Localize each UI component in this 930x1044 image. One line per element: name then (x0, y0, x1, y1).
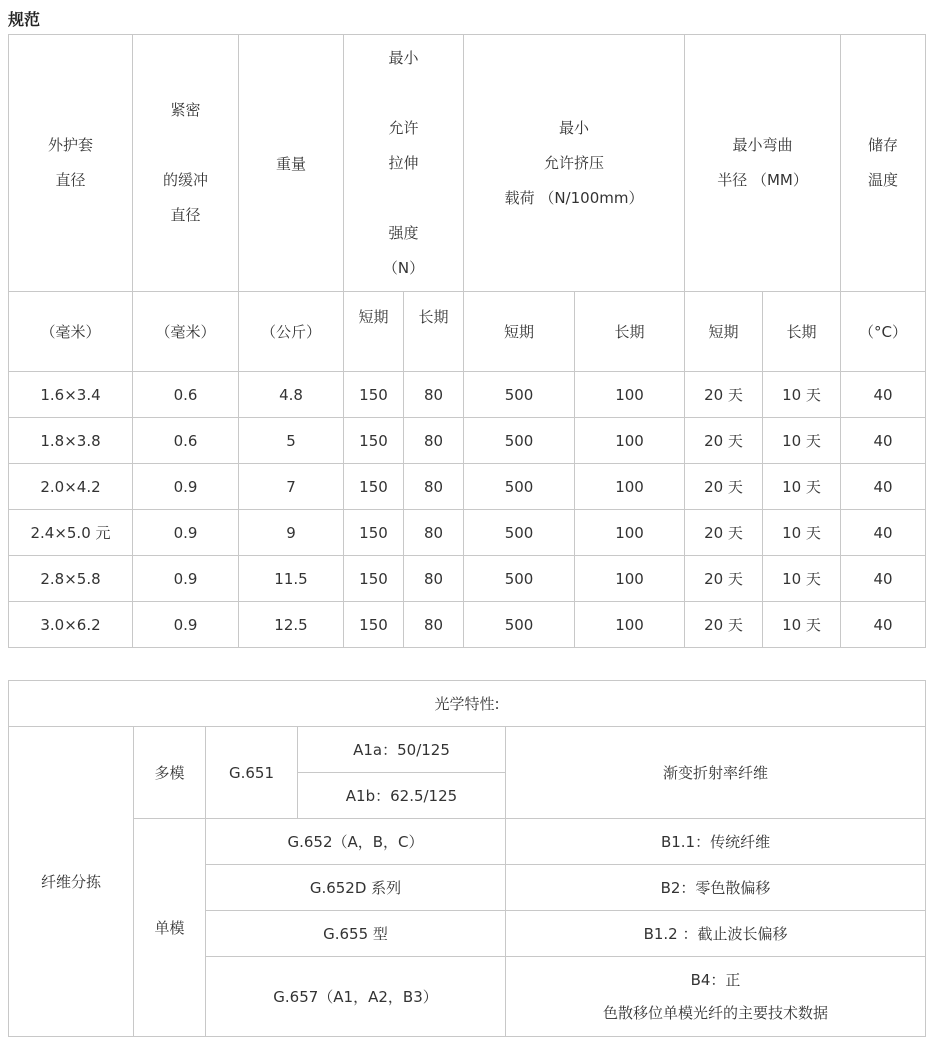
multimode-a1b: A1b：62.5/125 (298, 773, 506, 819)
cell-bend-long: 10 天 (763, 418, 841, 464)
cell-storage-temp: 40 (841, 602, 926, 648)
cell-buffer-diameter: 0.9 (133, 510, 239, 556)
cell-bend-long: 10 天 (763, 510, 841, 556)
unit-tensile-long: 长期 (404, 292, 464, 372)
singlemode-standard: G.655 型 (206, 911, 506, 957)
multimode-description: 渐变折射率纤维 (506, 727, 926, 819)
cell-bend-short: 20 天 (685, 510, 763, 556)
singlemode-standard: G.652（A，B，C） (206, 819, 506, 865)
unit-crush-long: 长期 (575, 292, 685, 372)
cell-outer-diameter: 3.0×6.2 (9, 602, 133, 648)
header-buffer-diameter: 紧密 的缓冲 直径 (133, 35, 239, 292)
cell-crush-short: 500 (464, 418, 575, 464)
header-outer-diameter: 外护套 直径 (9, 35, 133, 292)
cell-crush-long: 100 (575, 464, 685, 510)
cell-outer-diameter: 2.8×5.8 (9, 556, 133, 602)
cell-storage-temp: 40 (841, 510, 926, 556)
unit-bend-long: 长期 (763, 292, 841, 372)
cell-storage-temp: 40 (841, 372, 926, 418)
cell-tensile-long: 80 (404, 556, 464, 602)
cell-bend-short: 20 天 (685, 372, 763, 418)
optical-title: 光学特性: (9, 681, 926, 727)
singlemode-description: B2：零色散偏移 (506, 865, 926, 911)
cell-bend-short: 20 天 (685, 602, 763, 648)
singlemode-description: B4：正 色散移位单模光纤的主要技术数据 (506, 957, 926, 1037)
cell-tensile-long: 80 (404, 602, 464, 648)
cell-buffer-diameter: 0.9 (133, 464, 239, 510)
page-title: 规范 (8, 10, 41, 29)
cell-tensile-short: 150 (344, 464, 404, 510)
spec-header-row (9, 35, 926, 292)
cell-storage-temp: 40 (841, 556, 926, 602)
multimode-standard: G.651 (206, 727, 298, 819)
fiber-category: 纤维分拣 (9, 727, 134, 1037)
cell-outer-diameter: 1.6×3.4 (9, 372, 133, 418)
cell-buffer-diameter: 0.6 (133, 372, 239, 418)
cell-crush-short: 500 (464, 602, 575, 648)
cell-weight: 4.8 (239, 372, 344, 418)
cell-bend-long: 10 天 (763, 602, 841, 648)
cell-tensile-long: 80 (404, 418, 464, 464)
cell-bend-long: 10 天 (763, 464, 841, 510)
singlemode-description: B1.2 ：截止波长偏移 (506, 911, 926, 957)
cell-bend-short: 20 天 (685, 418, 763, 464)
cell-outer-diameter: 2.0×4.2 (9, 464, 133, 510)
unit-crush-short: 短期 (464, 292, 575, 372)
cell-weight: 5 (239, 418, 344, 464)
cell-bend-long: 10 天 (763, 372, 841, 418)
cell-crush-long: 100 (575, 602, 685, 648)
multimode-a1a: A1a：50/125 (298, 727, 506, 773)
header-tensile: 最小 允许 拉伸 强度 （N） (344, 35, 464, 292)
header-bend: 最小弯曲 半径 （MM） (685, 35, 841, 292)
cell-crush-short: 500 (464, 510, 575, 556)
singlemode-standard: G.652D 系列 (206, 865, 506, 911)
cell-tensile-long: 80 (404, 510, 464, 556)
cell-crush-long: 100 (575, 372, 685, 418)
cell-crush-short: 500 (464, 372, 575, 418)
table-row (9, 464, 926, 510)
optical-table (8, 680, 926, 1037)
cell-tensile-short: 150 (344, 372, 404, 418)
header-weight: 重量 (239, 35, 344, 292)
unit-buffer-diameter: （毫米） (133, 292, 239, 372)
singlemode-label: 单模 (134, 819, 206, 1037)
cell-weight: 9 (239, 510, 344, 556)
cell-tensile-long: 80 (404, 372, 464, 418)
cell-weight: 12.5 (239, 602, 344, 648)
cell-crush-long: 100 (575, 418, 685, 464)
cell-weight: 11.5 (239, 556, 344, 602)
cell-crush-long: 100 (575, 556, 685, 602)
header-crush: 最小 允许挤压 载荷 （N/100mm） (464, 35, 685, 292)
unit-tensile-short: 短期 (344, 292, 404, 372)
cell-crush-long: 100 (575, 510, 685, 556)
cell-tensile-short: 150 (344, 602, 404, 648)
cell-crush-short: 500 (464, 556, 575, 602)
cell-storage-temp: 40 (841, 464, 926, 510)
cell-bend-long: 10 天 (763, 556, 841, 602)
singlemode-description: B1.1：传统纤维 (506, 819, 926, 865)
spec-units-row (9, 292, 926, 372)
cell-bend-short: 20 天 (685, 556, 763, 602)
unit-weight: （公斤） (239, 292, 344, 372)
cell-tensile-short: 150 (344, 418, 404, 464)
multimode-label: 多模 (134, 727, 206, 819)
spec-data-rows (9, 372, 926, 648)
table-row (9, 418, 926, 464)
table-row (9, 602, 926, 648)
cell-tensile-long: 80 (404, 464, 464, 510)
unit-storage: （°C） (841, 292, 926, 372)
singlemode-standard: G.657（A1，A2，B3） (206, 957, 506, 1037)
spec-table (8, 34, 926, 648)
cell-outer-diameter: 1.8×3.8 (9, 418, 133, 464)
cell-crush-short: 500 (464, 464, 575, 510)
table-row (9, 556, 926, 602)
cell-tensile-short: 150 (344, 556, 404, 602)
cell-tensile-short: 150 (344, 510, 404, 556)
cell-outer-diameter: 2.4×5.0 元 (9, 510, 133, 556)
table-row (9, 510, 926, 556)
cell-weight: 7 (239, 464, 344, 510)
table-row (9, 372, 926, 418)
cell-buffer-diameter: 0.9 (133, 602, 239, 648)
unit-outer-diameter: （毫米） (9, 292, 133, 372)
header-storage: 储存 温度 (841, 35, 926, 292)
cell-storage-temp: 40 (841, 418, 926, 464)
cell-buffer-diameter: 0.9 (133, 556, 239, 602)
cell-buffer-diameter: 0.6 (133, 418, 239, 464)
unit-bend-short: 短期 (685, 292, 763, 372)
cell-bend-short: 20 天 (685, 464, 763, 510)
